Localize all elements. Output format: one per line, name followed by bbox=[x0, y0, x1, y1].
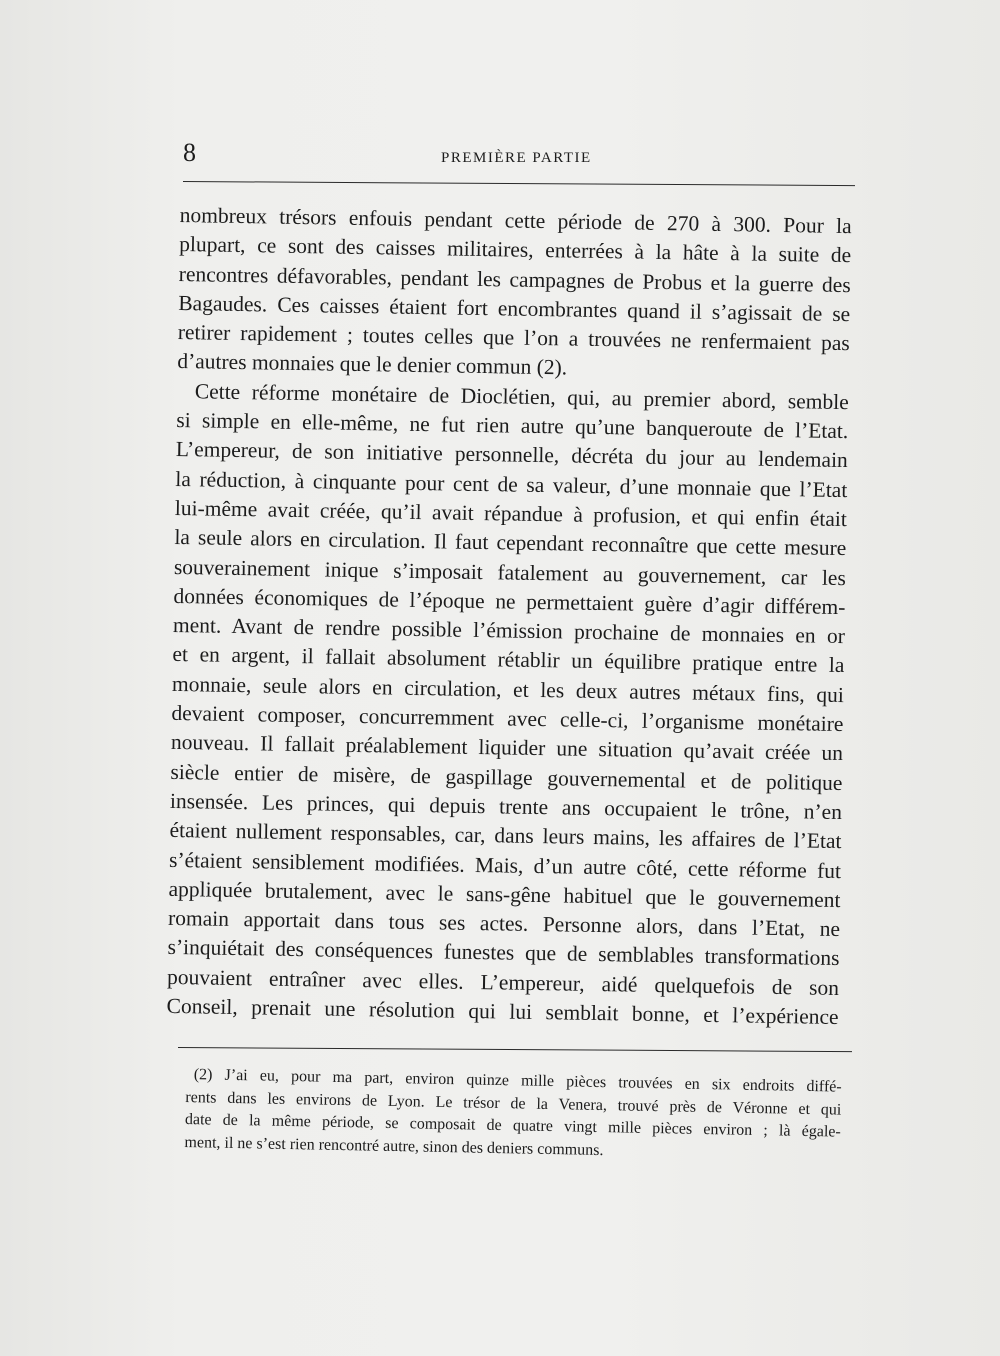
text-line: Conseil, prenait une résolution qui lui semblait bonne, et l’expérience bbox=[166, 993, 839, 1030]
footnote-line: ment, il ne s’est rien rencontré autre, sinon des deniers communs. bbox=[184, 1133, 604, 1159]
text-line: siècle entier de misère, de gaspillage gouvernemental et de politique bbox=[170, 759, 843, 795]
text-line: nouveau. Il fallait préalablement liquider une situation qu’avait créée un bbox=[170, 730, 844, 766]
text-line: données économiques de l’époque ne permettaient guère d’agir différem- bbox=[173, 583, 846, 619]
text-line: lui-même avait créée, qu’il avait répandue à profusion, et qui enfin était bbox=[174, 495, 848, 532]
text-line: Cette réforme monétaire de Dioclétien, qui, au premier abord, semble bbox=[194, 379, 849, 414]
text-line: d’autres monnaies que le denier commun (2). bbox=[177, 349, 568, 380]
page-number: 8 bbox=[183, 138, 197, 167]
page-header bbox=[183, 138, 853, 178]
text-line: ment. Avant de rendre possible l’émission prochaine de monnaies en or bbox=[172, 613, 846, 649]
text-line: souverainement inique s’imposait fatalement au gouvernement, car les bbox=[173, 554, 847, 590]
text-line: étaient nullement responsables, car, dans leurs mains, les affaires de l’Etat bbox=[169, 818, 842, 854]
text-line: plupart, ce sont des caisses militaires, enterrées à la hâte à la suite de bbox=[179, 232, 852, 268]
header-rule bbox=[183, 181, 855, 186]
text-line: s’étaient sensiblement modifiées. Mais, d’un autre côté, cette réforme fut bbox=[168, 847, 842, 883]
text-line: L’empereur, de son initiative personnelle, décréta du jour au lendemain bbox=[175, 437, 848, 473]
text-line: nombreux trésors enfouis pendant cette période de 270 à 300. Pour la bbox=[179, 202, 852, 239]
footnote-block bbox=[184, 1064, 842, 1167]
text-line: insensée. Les princes, qui depuis trente ans occupaient le trône, n’en bbox=[169, 788, 843, 824]
footnote-rule bbox=[178, 1047, 852, 1052]
text-line: pouvaient entraîner avec elles. L’empereur, aidé quelquefois de son bbox=[166, 964, 840, 1000]
footnote-line: rents dans les environs de Lyon. Le trésor de la Venera, trouvé près de Véronne et qui bbox=[185, 1088, 842, 1119]
text-line: monnaie, seule alors en circulation, et les deux autres métaux fins, qui bbox=[171, 671, 845, 707]
text-line: rencontres défavorables, pendant les campagnes de Probus et la guerre des bbox=[178, 261, 851, 297]
text-line: s’inquiétait des conséquences funestes que de semblables transformations bbox=[167, 935, 840, 971]
text-line: Bagaudes. Ces caisses étaient fort encombrantes quand il s’agissait de se bbox=[178, 290, 851, 327]
text-line: si simple en elle-même, ne fut rien autre qu’une banqueroute de l’Etat. bbox=[176, 408, 849, 444]
text-line: retirer rapidement ; toutes celles que l’on a trouvées ne renfermaient pas bbox=[177, 320, 850, 356]
footnote-line: (2) J’ai eu, pour ma part, environ quinze mille pièces trouvées en six endroits diffé- bbox=[193, 1066, 842, 1096]
body-text bbox=[166, 201, 852, 1032]
text-line: appliquée brutalement, avec le sans-gêne habituel que le gouvernement bbox=[168, 876, 841, 912]
footnote-line: date de la même période, se composait de quatre vingt mille pièces environ ; là égale- bbox=[184, 1110, 841, 1141]
text-line: devaient composer, concurremment avec celle-ci, l’organisme monétaire bbox=[171, 700, 844, 737]
text-line: romain apportait dans tous ses actes. Personne alors, dans l’Etat, ne bbox=[167, 906, 841, 942]
text-line: la réduction, à cinquante pour cent de sa valeur, d’une monnaie que l’Etat bbox=[175, 466, 848, 502]
text-line: la seule alors en circulation. Il faut cependant reconnaître que cette mesure bbox=[174, 525, 847, 561]
text-line: et en argent, il fallait absolument rétablir un équilibre pratique entre la bbox=[172, 642, 845, 678]
running-head: PREMIÈRE PARTIE bbox=[441, 150, 592, 166]
